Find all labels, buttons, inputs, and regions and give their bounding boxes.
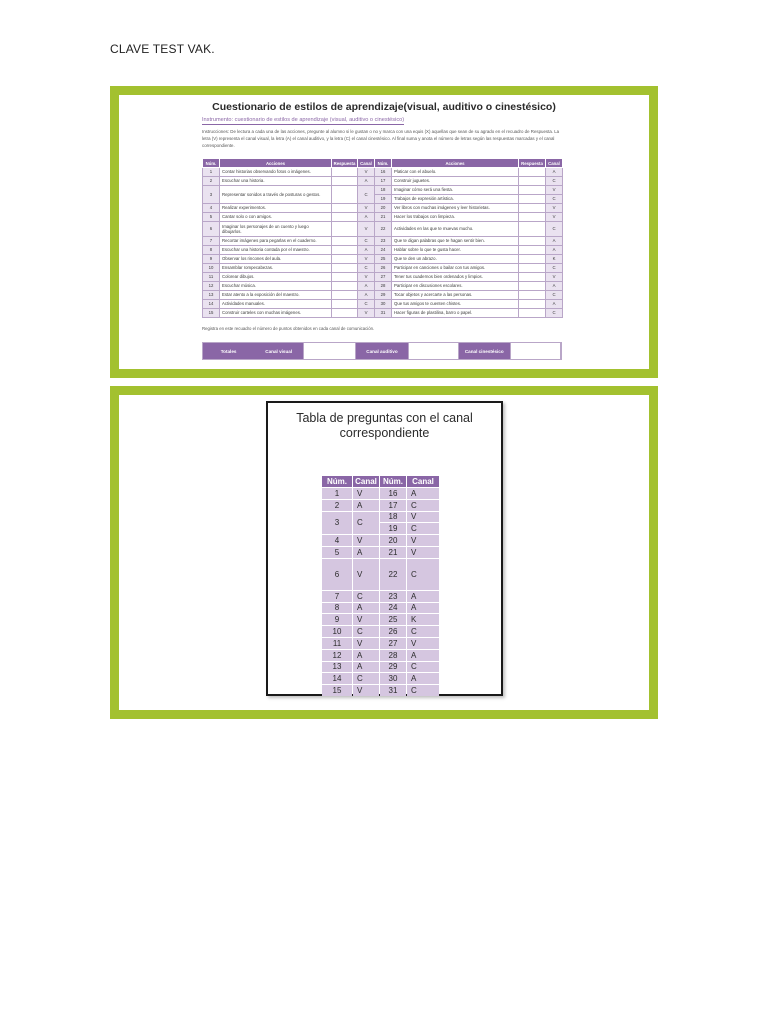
key-header-num: Núm. [380, 476, 406, 487]
questionnaire-image [119, 95, 649, 369]
table-row: 11 Colorear dibujos. V 27 Tener tus cuadernos bien ordenados y limpios. V [203, 273, 563, 282]
response-cell[interactable] [519, 204, 546, 213]
response-cell[interactable] [332, 291, 358, 300]
table-row: 4 V 20 V [322, 535, 439, 546]
table-row: 5 Cantar solo o con amigos. A 21 Hacer los trabajos con limpieza. V [203, 213, 563, 222]
auditory-channel-label: Canal auditivo [356, 343, 407, 359]
questionnaire-frame [110, 86, 658, 378]
table-row: 8 A 24 A [322, 603, 439, 614]
table-row: 15 Construir carteles con muchas imágenes. V 31 Hacer figuras de plastilina, barro o papel. C [203, 309, 563, 318]
response-cell[interactable] [332, 177, 358, 186]
answer-key-area [119, 395, 649, 710]
response-cell[interactable] [519, 186, 546, 195]
table-row: 2 Escuchar una historia. A 17 Construir juguetes. C [203, 177, 563, 186]
table-row: 7 C 23 A [322, 591, 439, 602]
response-cell[interactable] [519, 222, 546, 237]
response-cell[interactable] [332, 222, 358, 237]
key-header-channel: Canal [353, 476, 379, 487]
kinesthetic-channel-label: Canal cinestésico [459, 343, 510, 359]
header-channel: Canal [546, 159, 563, 168]
table-row: 15 V 31 C [322, 685, 439, 696]
response-cell[interactable] [519, 177, 546, 186]
header-channel: Canal [358, 159, 375, 168]
response-cell[interactable] [519, 255, 546, 264]
answer-key-panel [266, 401, 503, 696]
response-cell[interactable] [332, 309, 358, 318]
table-row: 19 C [322, 523, 439, 534]
table-row: 1 Contar historias observando fotos o imágenes. V 16 Platicar con el abuelo. A [203, 168, 563, 177]
response-cell[interactable] [519, 246, 546, 255]
totals-note: Registra en este recuadro el número de puntos obtenidos en cada canal de comunicación. [202, 326, 375, 331]
table-row: 8 Escuchar una historia contada por el maestro. A 24 Hablar sobre lo que te gusta hacer. A [203, 246, 563, 255]
header-response: Respuesta [519, 159, 546, 168]
response-cell[interactable] [332, 255, 358, 264]
header-num: Núm. [203, 159, 220, 168]
instructions-text: Instrucciones: De lectura a cada una de las acciones, pregunte al alumno si le gustan o no y marca con una equis (X) aquellas que sean de su agrado en el recuadro de Respuesta. La letra (V) representa el canal visual, la letra (A) el canal auditivo, y la letra (C) el canal cinestésico. Al final suma y anota el número de letras según las respuestas marcadas y el canal correspondiente. [202, 129, 560, 148]
kinesthetic-total-box[interactable] [510, 343, 561, 359]
table-row: 6 Imaginar los personajes de un cuento y luego dibujarlos. V 22 Actividades en las que te muevas mucho. C [203, 222, 563, 237]
table-row: 7 Recortar imágenes para pegarlas en el cuaderno. C 23 Que te digan palabras que te hagan sentir bien. A [203, 237, 563, 246]
table-row: 13 Estar atento a la exposición del maestro. A 29 Tocar objetos y acercarte a las personas. C [203, 291, 563, 300]
visual-channel-label: Canal visual [254, 343, 303, 359]
table-row: 13 A 29 C [322, 662, 439, 673]
table-row: 14 C 30 A [322, 673, 439, 684]
response-cell[interactable] [332, 273, 358, 282]
response-cell[interactable] [332, 300, 358, 309]
response-cell[interactable] [519, 291, 546, 300]
visual-total-box[interactable] [303, 343, 356, 359]
table-row: 12 A 28 A [322, 650, 439, 661]
questionnaire-table [202, 158, 562, 318]
response-cell[interactable] [332, 246, 358, 255]
answer-key-header-row [322, 476, 439, 487]
response-cell[interactable] [519, 309, 546, 318]
table-row: 9 Observar los rincones del aula. V 25 Que te den un abrazo. K [203, 255, 563, 264]
instrument-title: Instrumento: cuestionario de estilos de aprendizaje (visual, auditivo o cinestésico) [202, 117, 405, 123]
totals-bar [202, 342, 562, 360]
table-row: 2 A 17 C [322, 500, 439, 511]
table-row: 6 V 22 C [322, 559, 439, 590]
key-header-channel: Canal [407, 476, 439, 487]
response-cell[interactable] [332, 213, 358, 222]
totals-label: Totales [203, 343, 254, 359]
key-header-num: Núm. [322, 476, 352, 487]
response-cell[interactable] [519, 264, 546, 273]
response-cell[interactable] [519, 213, 546, 222]
response-cell[interactable] [332, 264, 358, 273]
header-action: Acciones [392, 159, 519, 168]
response-cell[interactable] [519, 168, 546, 177]
response-cell[interactable] [519, 195, 546, 204]
table-row: 9 V 25 K [322, 614, 439, 625]
response-cell[interactable] [332, 204, 358, 213]
header-response: Respuesta [332, 159, 358, 168]
questionnaire-title: Cuestionario de estilos de aprendizaje(visual, auditivo o cinestésico) [212, 101, 556, 113]
response-cell[interactable] [519, 300, 546, 309]
document-title: CLAVE TEST VAK. [110, 42, 215, 56]
response-cell[interactable] [519, 273, 546, 282]
questionnaire-header-row [203, 159, 563, 168]
table-row: 10 C 26 C [322, 626, 439, 637]
table-row: 3 C 18 V [322, 512, 439, 523]
auditory-total-box[interactable] [408, 343, 459, 359]
answer-key-title [268, 411, 501, 441]
header-num: Núm. [375, 159, 392, 168]
answer-key-table [321, 475, 440, 697]
response-cell[interactable] [332, 237, 358, 246]
response-cell[interactable] [519, 282, 546, 291]
table-row: 3 Representar sonidos a través de posturas o gestos. C 18 Imaginar cómo será una fiesta. V [203, 186, 563, 195]
table-row: 19 Trabajos de expresión artística. C [203, 195, 563, 204]
answer-key-title-line2: correspondiente [339, 426, 430, 440]
header-action: Acciones [220, 159, 332, 168]
table-row: 5 A 21 V [322, 547, 439, 558]
response-cell[interactable] [519, 237, 546, 246]
table-row: 14 Actividades manuales. C 30 Que tus amigos te cuenten chistes. A [203, 300, 563, 309]
table-row: 11 V 27 V [322, 638, 439, 649]
response-cell[interactable] [332, 186, 358, 204]
response-cell[interactable] [332, 282, 358, 291]
table-row: 1 V 16 A [322, 488, 439, 499]
response-cell[interactable] [332, 168, 358, 177]
answer-key-title-line1: Tabla de preguntas con el canal [296, 411, 473, 425]
table-row: 12 Escuchar música. A 28 Participar en discusiones escolares. A [203, 282, 563, 291]
table-row: 10 Ensamblar rompecabezas. C 26 Participar en canciones o bailar con tus amigos. C [203, 264, 563, 273]
table-row: 4 Realizar experimentos. V 20 Ver libros con muchas imágenes y leer historietas. V [203, 204, 563, 213]
answer-key-frame [110, 386, 658, 719]
